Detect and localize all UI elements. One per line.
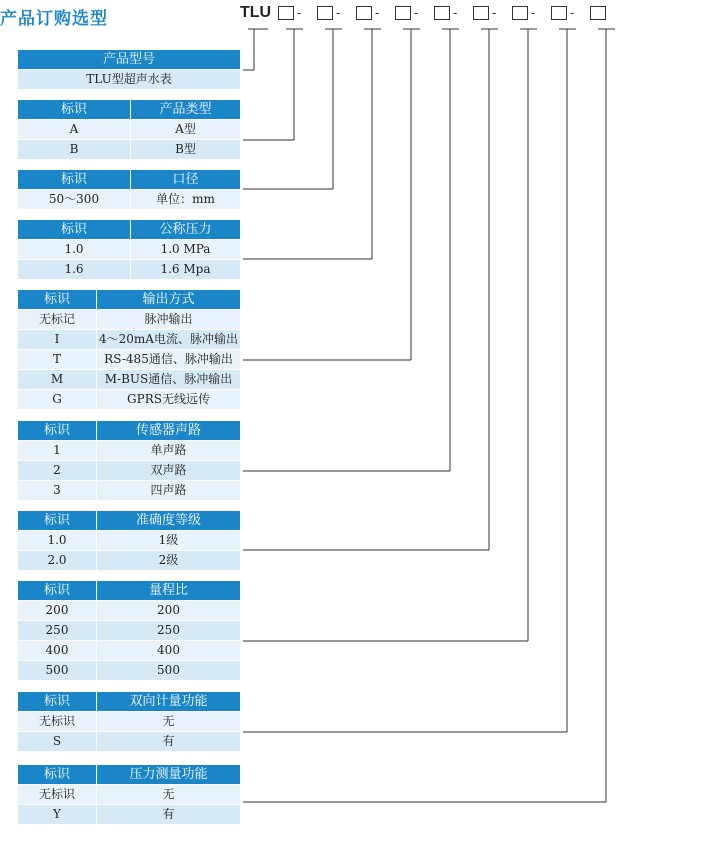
model-dash: - [297, 5, 302, 20]
description-cell: GPRS无线远传 [127, 392, 210, 406]
code-cell: 200 [45, 603, 69, 617]
description-cell: RS-485通信、脉冲输出 [104, 352, 233, 366]
header-description: 输出方式 [142, 292, 195, 307]
model-dash: - [453, 5, 458, 20]
description-cell: 400 [157, 643, 180, 657]
description-cell: 4～20mA电流、脉冲输出 [99, 332, 238, 346]
code-cell: 无标记 [38, 312, 75, 326]
description-cell: 1.6 Mpa [160, 262, 211, 276]
description-cell: 无 [162, 714, 175, 728]
code-cell: M [50, 372, 64, 386]
code-cell: 无标识 [38, 714, 75, 728]
header-code: 标识 [43, 513, 70, 528]
description-cell: 脉冲输出 [144, 312, 193, 326]
header-description: 压力测量功能 [129, 767, 208, 782]
description-cell: 四声路 [150, 483, 187, 497]
code-cell: G [52, 392, 62, 406]
code-cell: Y [53, 807, 61, 821]
page-title: 产品订购选型 [0, 9, 108, 29]
header-description: 双向计量功能 [129, 694, 208, 709]
code-cell: 2 [53, 463, 61, 477]
header-description: 准确度等级 [135, 513, 201, 528]
description-cell: 1级 [158, 533, 179, 547]
model-dash: - [492, 5, 497, 20]
code-cell: 3 [53, 483, 61, 497]
code-cell: 1 [53, 443, 61, 457]
code-cell: 400 [45, 643, 69, 657]
code-cell: B [69, 142, 79, 156]
description-cell: 500 [157, 663, 180, 677]
code-cell: 1.0 [64, 242, 84, 256]
code-cell: 1.0 [47, 533, 67, 547]
model-dash: - [336, 5, 341, 20]
code-cell: 2.0 [47, 553, 67, 567]
model-prefix: TLU [240, 4, 272, 21]
code-cell: T [52, 352, 61, 366]
header-code: 标识 [60, 222, 87, 237]
header-code: 标识 [60, 102, 87, 117]
header-code: 标识 [43, 767, 70, 782]
header-description: 量程比 [148, 583, 188, 598]
code-cell: I [54, 332, 60, 346]
header-code: 标识 [43, 292, 70, 307]
product-model-header: 产品型号 [102, 52, 155, 67]
header-description: 公称压力 [159, 222, 212, 237]
description-cell: 有 [162, 734, 175, 748]
model-dash: - [375, 5, 380, 20]
description-cell: 250 [157, 623, 180, 637]
code-cell: 1.6 [64, 262, 84, 276]
description-cell: 双声路 [150, 463, 187, 477]
description-cell: 200 [157, 603, 180, 617]
header-description: 口径 [172, 172, 199, 187]
model-dash: - [570, 5, 575, 20]
header-description: 产品类型 [159, 102, 212, 117]
code-cell: 50～300 [48, 192, 100, 206]
header-code: 标识 [60, 172, 87, 187]
code-cell: 500 [45, 663, 69, 677]
description-cell: 有 [162, 807, 175, 821]
header-code: 标识 [43, 423, 70, 438]
code-cell: 250 [45, 623, 69, 637]
model-dash: - [414, 5, 419, 20]
header-code: 标识 [43, 694, 70, 709]
description-cell: 1.0 MPa [160, 242, 211, 256]
description-cell: 无 [162, 787, 175, 801]
header-description: 传感器声路 [135, 423, 201, 438]
code-cell: 无标识 [38, 787, 75, 801]
product-model-value: TLU型超声水表 [86, 72, 172, 86]
description-cell: 2级 [158, 553, 179, 567]
header-code: 标识 [43, 583, 70, 598]
code-cell: A [69, 122, 79, 136]
description-cell: B型 [175, 142, 196, 156]
description-cell: M-BUS通信、脉冲输出 [104, 372, 233, 386]
code-cell: S [52, 734, 62, 748]
description-cell: 单位：mm [156, 192, 215, 206]
description-cell: A型 [175, 122, 196, 136]
model-dash: - [531, 5, 536, 20]
description-cell: 单声路 [150, 443, 187, 457]
